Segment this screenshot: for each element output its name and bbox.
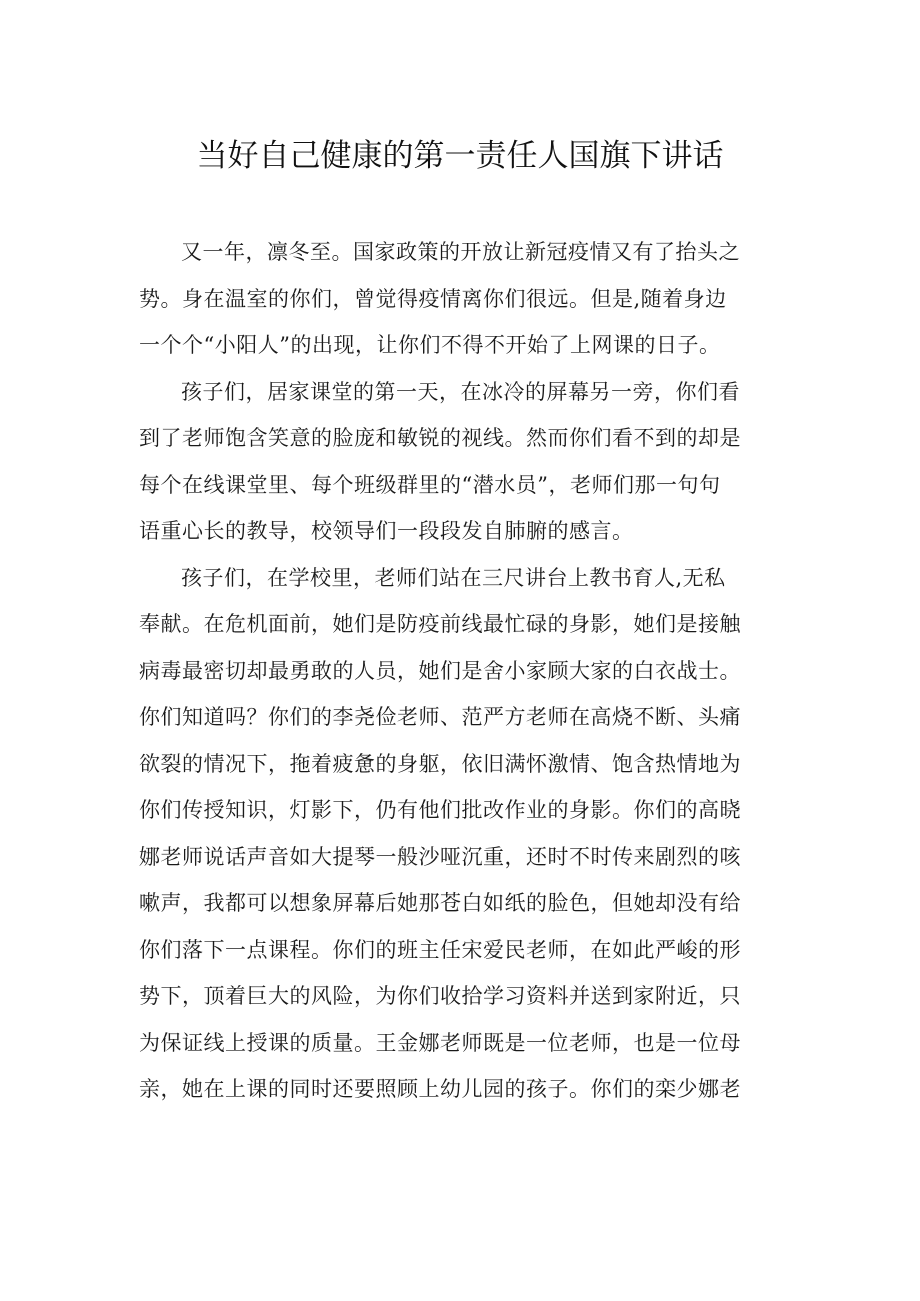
text-line: 亲，她在上课的同时还要照顾上幼儿园的孩子。你们的栾少娜老 [139,1077,741,1101]
text-line: 奉献。在危机面前，她们是防疫前线最忙碌的身影，她们是接触 [139,612,741,636]
paragraph-2 [139,369,779,555]
text-line: 为保证线上授课的质量。王金娜老师既是一位老师，也是一位母 [139,1030,741,1055]
text-line: 到了老师饱含笑意的脸庞和敏锐的视线。然而你们看不到的却是 [139,426,741,450]
text-line: 娜老师说话声音如大提琴一般沙哑沉重，还时不时传来剧烈的咳 [139,844,741,869]
text-line: 又一年，凛冬至。国家政策的开放让新冠疫情又有了抬头之 [181,240,740,264]
document-title: 当好自己健康的第一责任人国旗下讲话 [196,138,724,174]
text-line: 孩子们，居家课堂的第一天，在冰冷的屏幕另一旁，你们看 [181,379,740,404]
text-line: 语重心长的教导，校领导们一段段发自肺腑的感言。 [139,519,634,543]
paragraph-3 [139,555,779,1113]
paragraph-1 [139,229,779,369]
text-line: 一个个“小阳人”的出现，让你们不得不开始了上网课的日子。 [139,333,721,357]
text-line: 你们落下一点课程。你们的班主任宋爱民老师，在如此严峻的形 [139,937,741,962]
text-line: 病毒最密切却最勇敢的人员，她们是舍小家顾大家的白衣战士。 [139,658,741,683]
text-line: 每个在线课堂里、每个班级群里的“潜水员”，老师们那一句句 [139,472,721,497]
text-line: 嗽声，我都可以想象屏幕后她那苍白如纸的脸色，但她却没有给 [139,891,741,915]
text-line: 你们传授知识，灯影下，仍有他们批改作业的身影。你们的高晓 [139,798,741,822]
text-line: 势下，顶着巨大的风险，为你们收拾学习资料并送到家附近，只 [139,984,741,1008]
text-line: 势。身在温室的你们，曾觉得疫情离你们很远。但是,随着身边 [139,286,727,311]
text-line: 你们知道吗？你们的李尧俭老师、范严方老师在高烧不断、头痛 [139,705,741,729]
text-line: 欲裂的情况下，拖着疲惫的身躯，依旧满怀激情、饱含热情地为 [139,751,741,776]
document-body [139,229,779,1113]
text-line: 孩子们，在学校里，老师们站在三尺讲台上教书育人,无私 [181,565,726,590]
